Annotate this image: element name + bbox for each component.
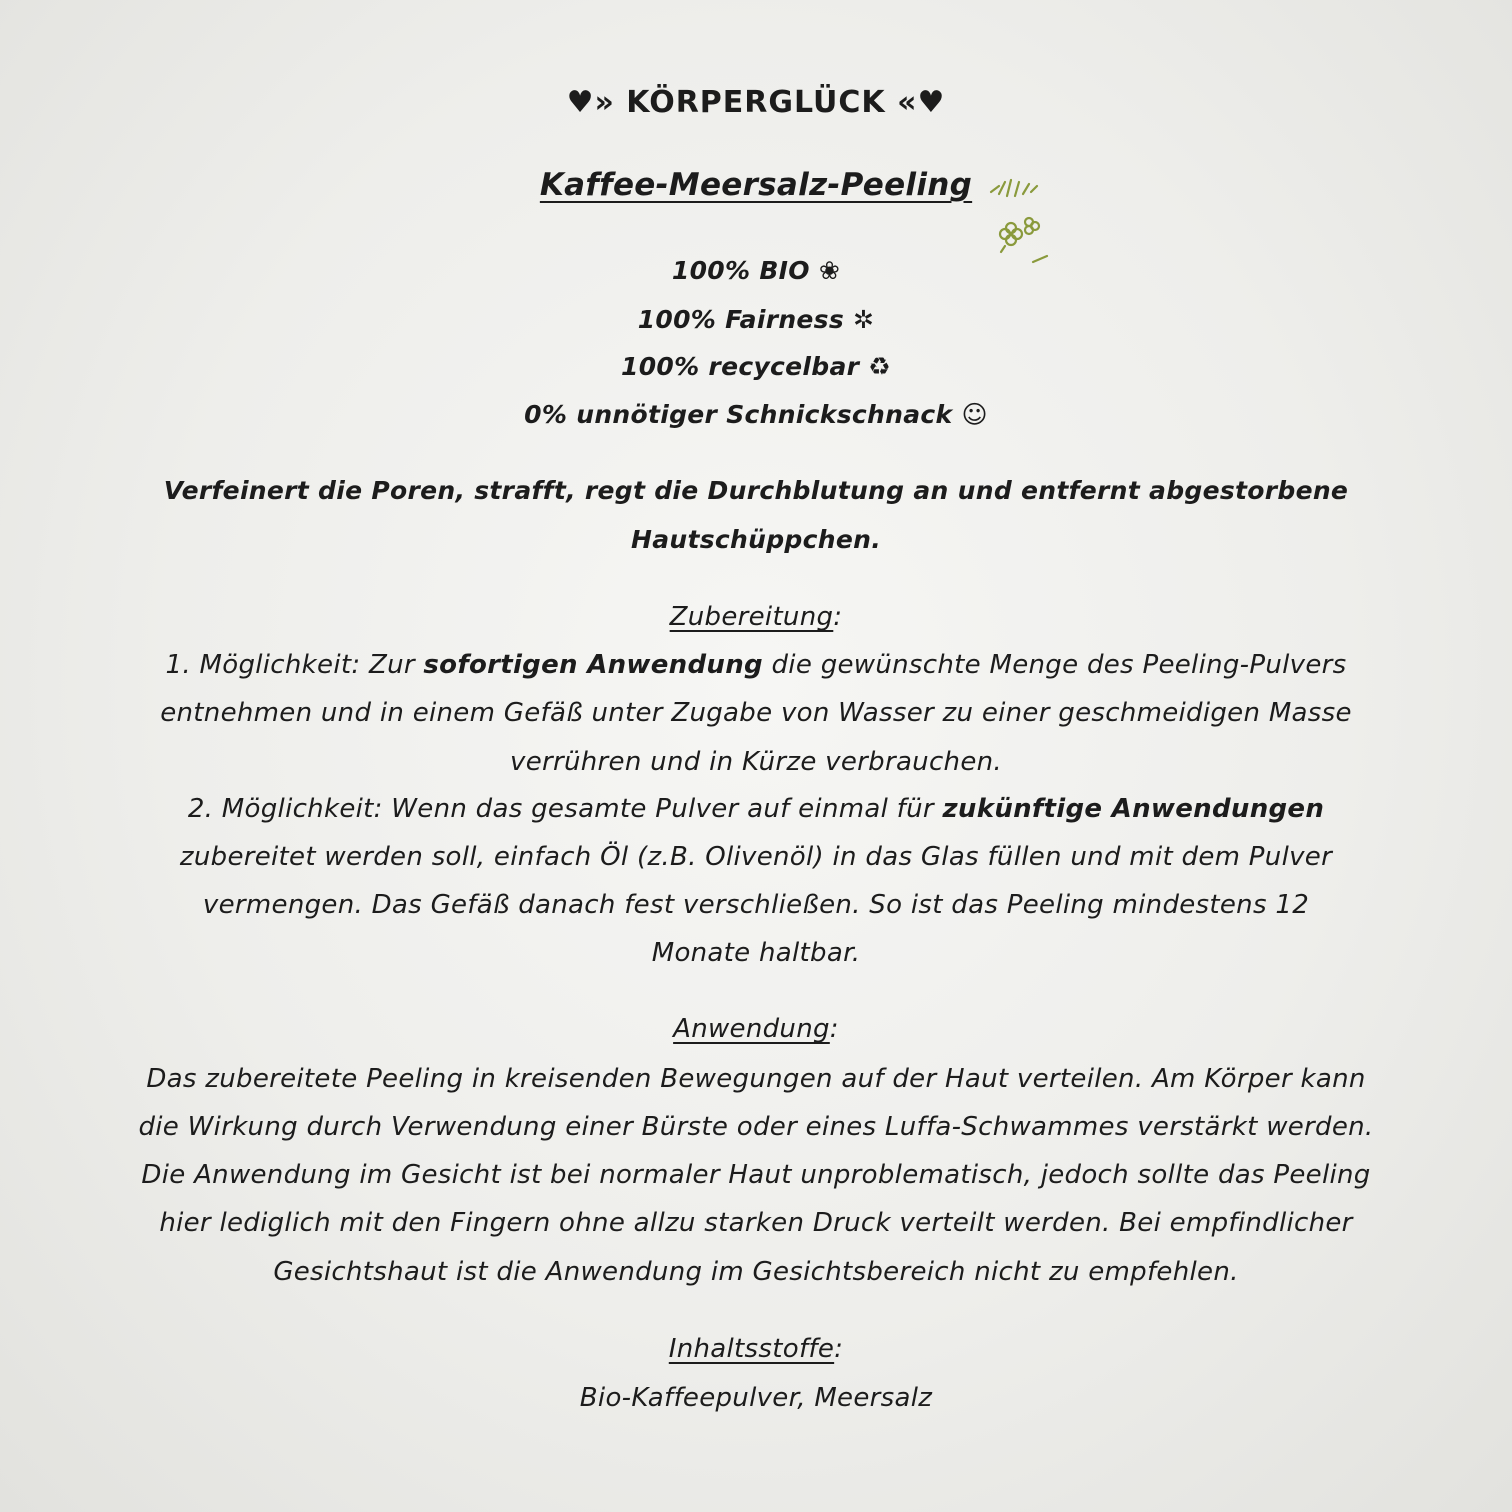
claim-recyclable: 100% recycelbar ♻ — [621, 352, 891, 381]
product-title-text: Kaffee-Meersalz-Peeling — [539, 167, 973, 203]
zubereitung-heading-text: Zubereitung — [669, 602, 834, 632]
option1-line-1-a: 1. Möglichkeit: Zur — [165, 650, 424, 680]
inhaltsstoffe-heading-text: Inhaltsstoffe — [668, 1334, 835, 1364]
inhaltsstoffe-heading — [0, 1332, 1512, 1366]
anwendung-line-5: Gesichtshaut ist die Anwendung im Gesichtsbereich nicht zu empfehlen. — [273, 1257, 1239, 1287]
option2-emphasis: zukünftige Anwendungen — [942, 794, 1325, 824]
zubereitung-heading — [0, 600, 1512, 634]
product-title — [0, 168, 1512, 202]
lead-line-1: Verfeinert die Poren, strafft, regt die Durchblutung an und entfernt abgestorbene — [163, 476, 1349, 505]
option2-line-4: Monate haltbar. — [651, 938, 861, 968]
anwendung-line-4: hier lediglich mit den Fingern ohne allzu starken Druck verteilt werden. Bei empfindlicher — [159, 1208, 1353, 1238]
zubereitung-heading-colon: : — [833, 602, 843, 632]
brand-title: ♥» KÖRPERGLÜCK «♥ — [566, 85, 946, 120]
anwendung-heading-text: Anwendung — [673, 1014, 830, 1044]
option2-line-1-a: 2. Möglichkeit: Wenn das gesamte Pulver auf einmal für — [187, 794, 943, 824]
option1-line-1 — [0, 648, 1512, 682]
ingredients-list: Bio-Kaffeepulver, Meersalz — [579, 1383, 933, 1413]
option1-line-1-c: die gewünschte Menge des Peeling-Pulvers — [762, 650, 1347, 680]
anwendung-line-1: Das zubereitete Peeling in kreisenden Bewegungen auf der Haut verteilen. Am Körper kann — [146, 1064, 1366, 1094]
anwendung-heading-colon: : — [829, 1014, 839, 1044]
anwendung-heading — [0, 1012, 1512, 1046]
option2-line-3: vermengen. Das Gefäß danach fest verschließen. So ist das Peeling mindestens 12 — [202, 890, 1310, 920]
option1-line-3: verrühren und in Kürze verbrauchen. — [510, 747, 1002, 777]
option1-emphasis: sofortigen Anwendung — [423, 650, 763, 680]
lead-line-2: Hautschüppchen. — [631, 525, 881, 554]
option1-line-2: entnehmen und in einem Gefäß unter Zugabe von Wasser zu einer geschmeidigen Masse — [160, 698, 1352, 728]
anwendung-line-2: die Wirkung durch Verwendung einer Bürste oder eines Luffa-Schwammes verstärkt werden. — [138, 1112, 1374, 1142]
anwendung-line-3: Die Anwendung im Gesicht ist bei normaler Haut unproblematisch, jedoch sollte das Peeling — [141, 1160, 1371, 1190]
option2-line-1 — [0, 792, 1512, 826]
option2-line-2: zubereitet werden soll, einfach Öl (z.B. Olivenöl) in das Glas füllen und mit dem Pulver — [179, 842, 1333, 872]
claim-bio: 100% BIO ❀ — [671, 256, 841, 285]
claim-fairness: 100% Fairness ✲ — [637, 305, 875, 334]
claim-no-frills: 0% unnötiger Schnickschnack ☺ — [524, 400, 988, 429]
inhaltsstoffe-heading-colon: : — [834, 1334, 844, 1364]
